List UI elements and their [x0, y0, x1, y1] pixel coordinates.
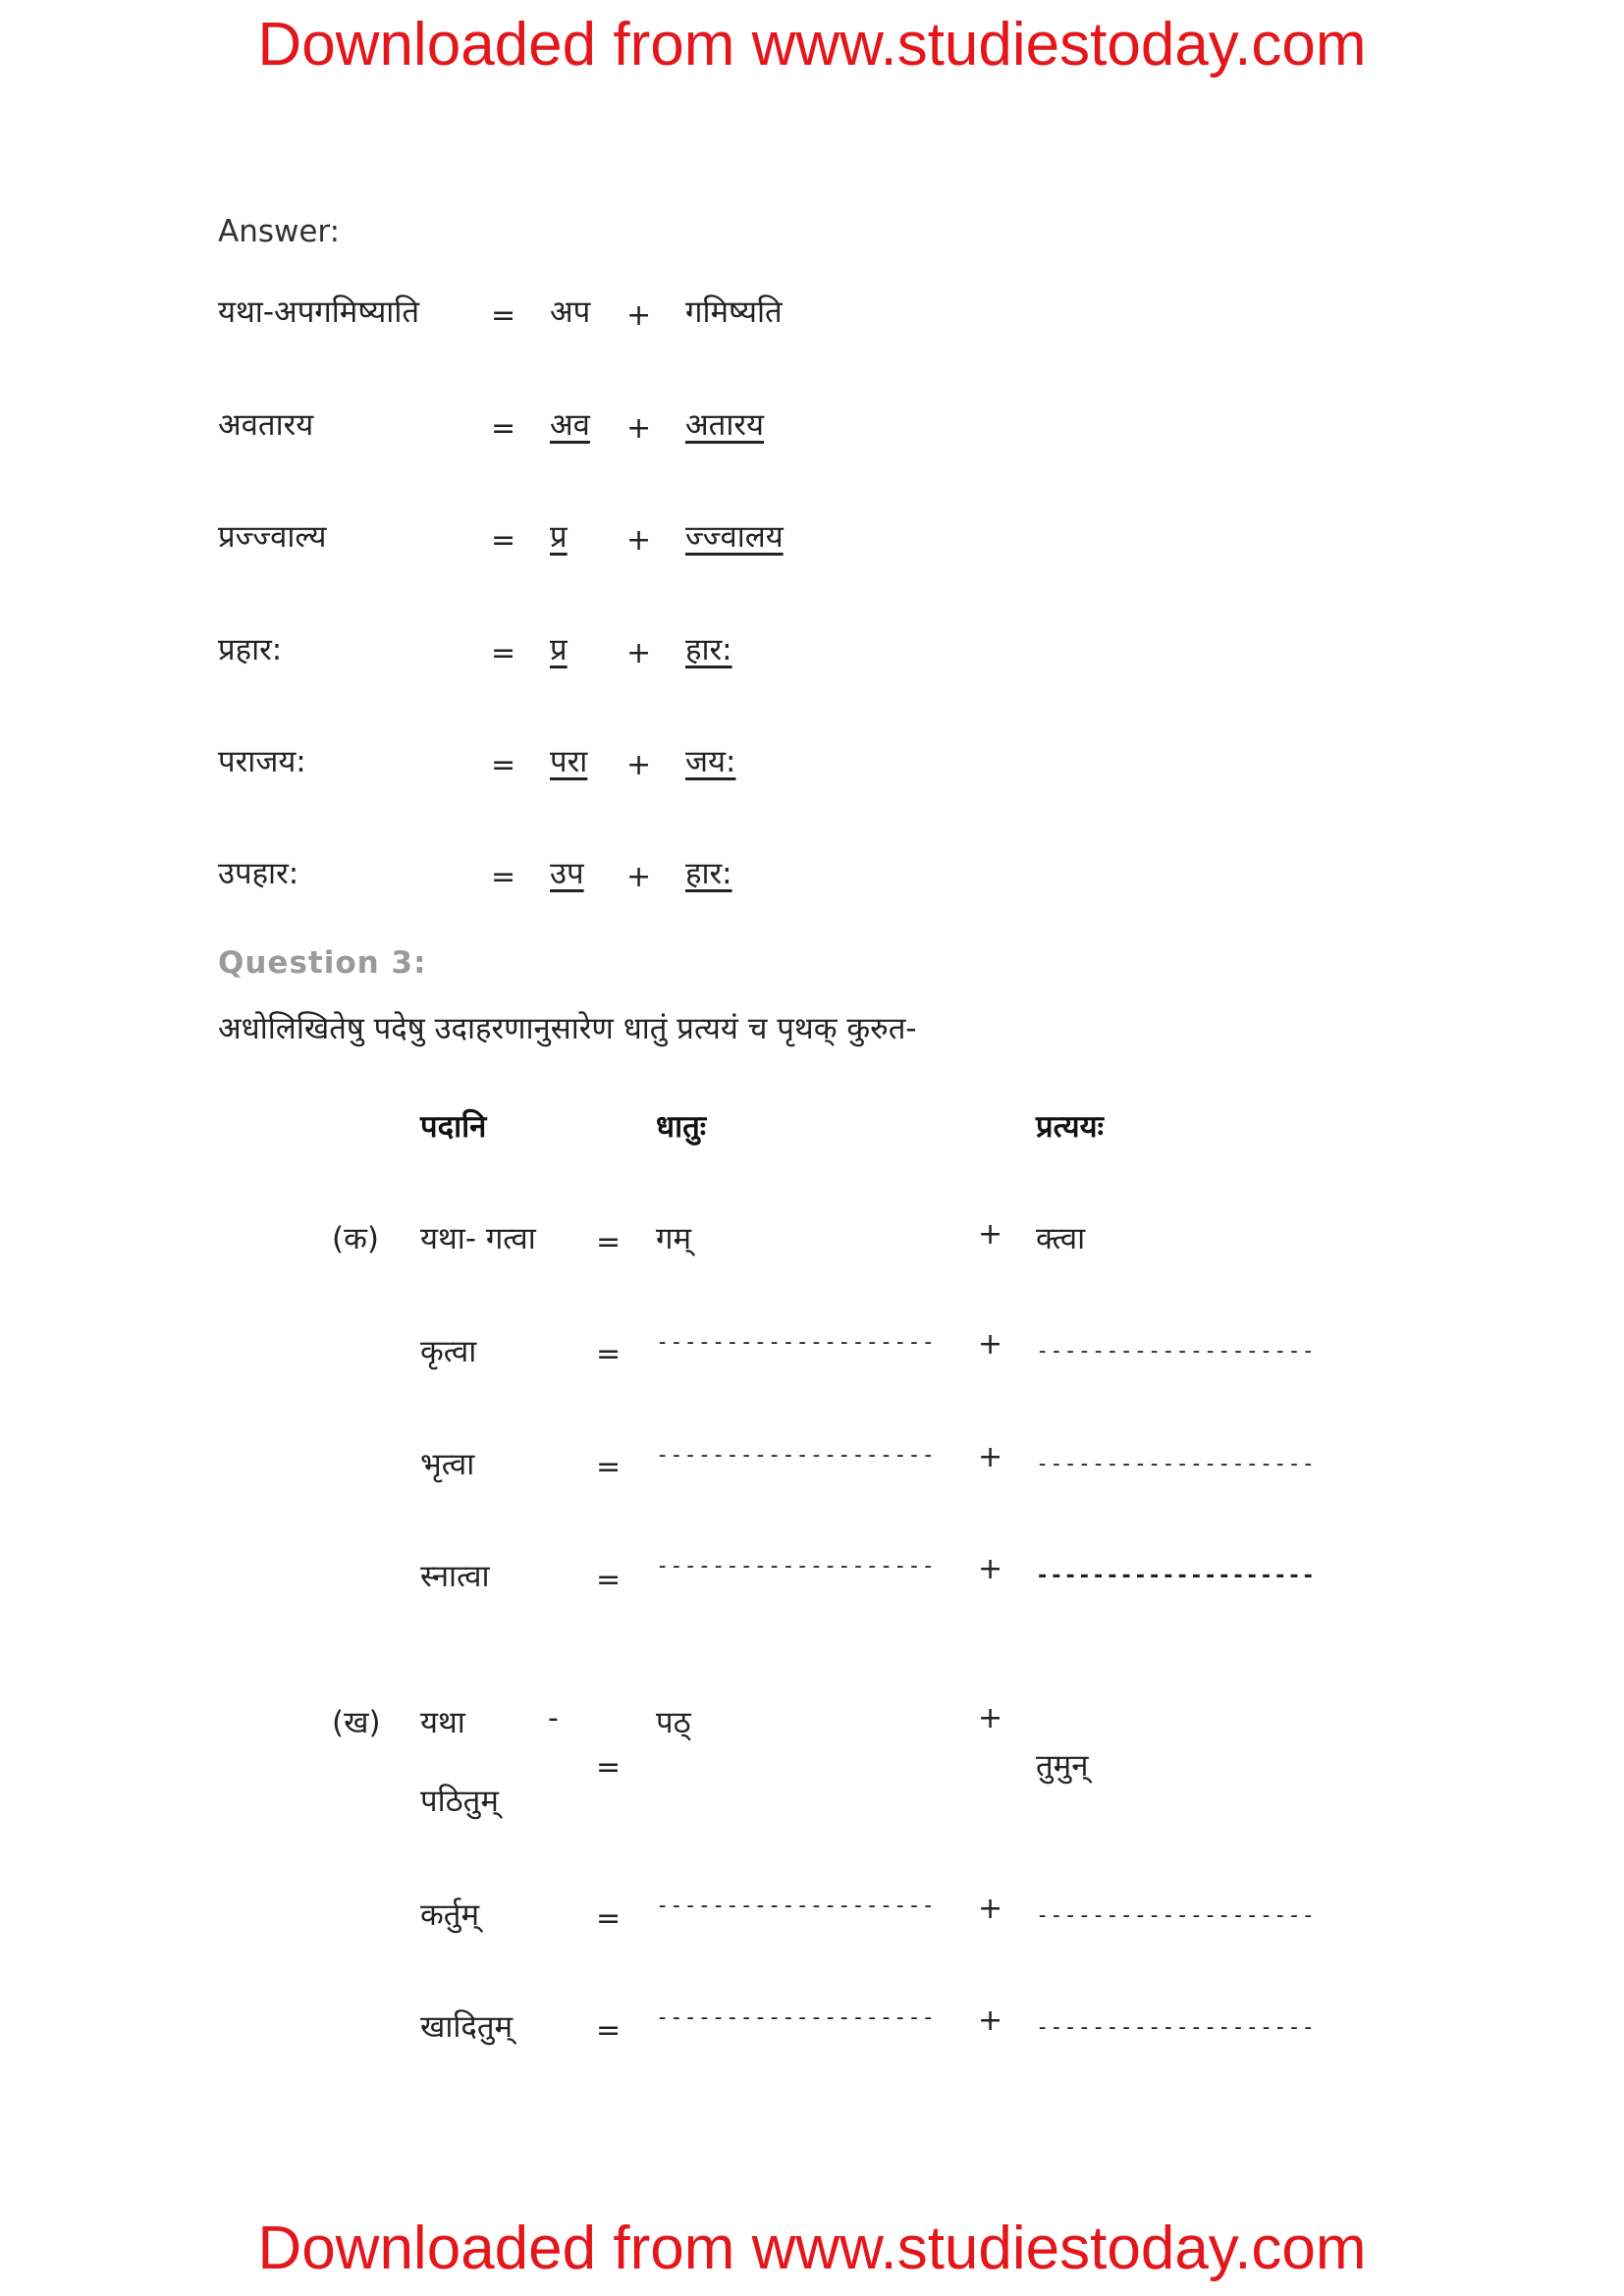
answer-label: Answer:	[218, 214, 341, 249]
plus-sign: +	[978, 1892, 1003, 1926]
exercise-word: खादितुम्	[420, 2009, 514, 2045]
compound-word: उपहार:	[218, 856, 299, 891]
plus-sign: +	[626, 636, 652, 670]
plus-sign: +	[978, 2003, 1003, 2038]
equals-sign: =	[596, 2013, 622, 2048]
example-word: यथा	[420, 1705, 465, 1740]
equals-sign: =	[491, 748, 516, 782]
exercise-word: स्नात्वा	[420, 1559, 490, 1594]
plus-sign: +	[978, 1552, 1003, 1586]
prefix: परा	[550, 744, 588, 779]
equals-sign: =	[491, 411, 516, 446]
equals-sign: =	[491, 860, 516, 894]
compound-word: अवतारय	[218, 407, 314, 443]
root-word: अतारय	[685, 407, 765, 443]
root-blank: --------------------	[656, 2005, 936, 2030]
prefix: प्र	[550, 632, 568, 667]
compound-word: यथा-अपगमिष्याति	[218, 294, 420, 330]
plus-sign: +	[626, 523, 652, 558]
exercise-word: कर्तुम्	[420, 1897, 480, 1933]
equals-sign: =	[491, 636, 516, 670]
plus-sign: +	[978, 1327, 1003, 1362]
prefix: अव	[550, 407, 590, 443]
equals-sign: =	[596, 1901, 622, 1936]
root-word: ज्ज्वालय	[685, 519, 784, 555]
group-marker: (क)	[332, 1221, 379, 1256]
equals-sign: =	[491, 298, 516, 333]
root-blank: --------------------	[656, 1330, 936, 1355]
suffix-blank: --------------------	[1036, 1903, 1316, 1928]
prefix: अप	[550, 294, 591, 330]
prefix: प्र	[550, 519, 568, 555]
plus-sign: +	[626, 411, 652, 446]
plus-sign: +	[626, 748, 652, 782]
column-header-root: धातुः	[656, 1109, 707, 1145]
question-instruction: अधोलिखितेषु पदेषु उदाहरणानुसारेण धातुं प्रत्ययं च पृथक् कुरुत-	[218, 1011, 917, 1046]
plus-sign: +	[978, 1701, 1003, 1735]
root-word: हार:	[685, 632, 732, 667]
exercise-word: कृत्वा	[420, 1334, 477, 1369]
compound-word: प्रज्ज्वाल्य	[218, 519, 327, 555]
suffix-blank: --------------------	[1036, 1452, 1316, 1476]
prefix: उप	[550, 856, 584, 891]
download-banner-bottom: Downloaded from www.studiestoday.com	[257, 2215, 1367, 2282]
column-header-suffix: प्रत्ययः	[1036, 1109, 1104, 1145]
root-blank: --------------------	[656, 1443, 936, 1468]
root-word: जय:	[685, 744, 736, 779]
equals-sign: =	[596, 1750, 622, 1785]
root-answer: गम्	[656, 1221, 691, 1256]
root-blank: --------------------	[656, 1894, 936, 1918]
suffix-answer: क्त्वा	[1036, 1221, 1086, 1256]
equals-sign: =	[596, 1450, 622, 1484]
root-answer: पठ्	[656, 1705, 691, 1740]
example-word-continued: पठितुम्	[420, 1784, 499, 1819]
suffix-blank: --------------------	[1036, 2015, 1316, 2040]
equals-sign: =	[596, 1337, 622, 1371]
example-dash: -	[548, 1701, 559, 1735]
root-word: हार:	[685, 856, 732, 891]
suffix-answer: तुमुन्	[1036, 1748, 1089, 1784]
compound-word: पराजय:	[218, 744, 306, 779]
plus-sign: +	[978, 1440, 1003, 1474]
suffix-blank: --------------------	[1036, 1339, 1316, 1363]
download-banner-top: Downloaded from www.studiestoday.com	[257, 11, 1367, 79]
group-marker: (ख)	[332, 1705, 381, 1740]
equals-sign: =	[596, 1225, 622, 1259]
plus-sign: +	[626, 860, 652, 894]
root-blank: --------------------	[656, 1554, 936, 1578]
example-word: यथा- गत्वा	[420, 1221, 536, 1256]
compound-word: प्रहार:	[218, 632, 283, 667]
equals-sign: =	[596, 1563, 622, 1597]
root-word: गमिष्यति	[685, 294, 783, 330]
equals-sign: =	[491, 523, 516, 558]
question-title: Question 3:	[218, 945, 427, 981]
plus-sign: +	[978, 1217, 1003, 1252]
exercise-word: भृत्वा	[420, 1447, 475, 1482]
column-header-words: पदानि	[420, 1109, 487, 1145]
plus-sign: +	[626, 298, 652, 333]
suffix-blank: --------------------	[1036, 1564, 1316, 1588]
